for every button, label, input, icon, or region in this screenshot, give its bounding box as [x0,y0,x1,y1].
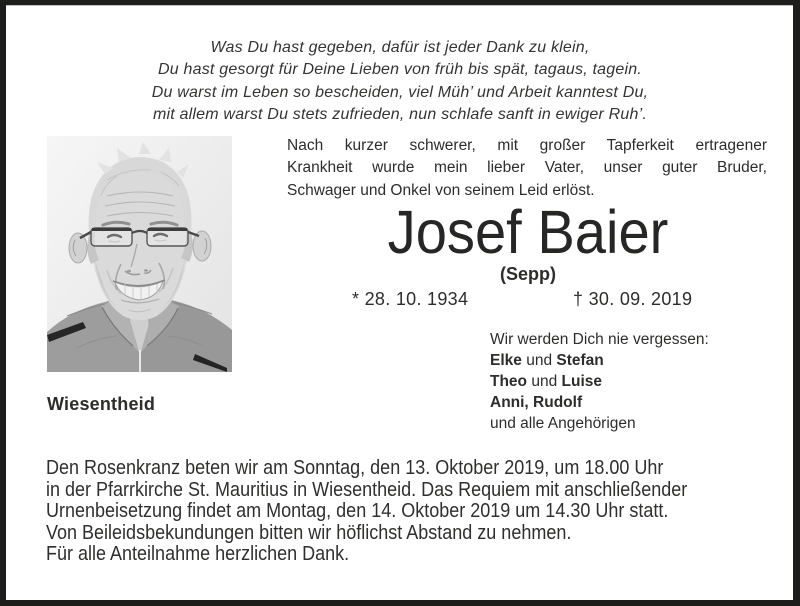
family-line [490,350,709,371]
farewell-closing: und alle Angehörigen [490,415,636,432]
verse-line: Du hast gesorgt für Deine Lieben von früh bis spät, tagaus, tagein. [158,61,642,79]
family-line [490,392,709,413]
announcement-line: Den Rosenkranz beten wir am Sonntag, den 13. Oktober 2019, um 18.00 Uhr [46,457,664,479]
death-date: † 30. 09. 2019 [573,289,693,309]
announcement-line: Für alle Anteilnahme herzlichen Dank. [46,543,350,566]
birth-date: * 28. 10. 1934 [352,289,469,309]
announcement-line: in der Pfarrkirche St. Mauritius in Wiesentheid. Das Requiem mit anschließender [46,478,688,501]
family-member-name: Luise [561,373,602,390]
announcement-line: Von Beileidsbekundungen bitten wir höflichst Abstand zu nehmen. [46,521,572,544]
family-farewell [490,329,709,434]
portrait-illustration [47,136,232,372]
family-member-name: Anni, Rudolf [490,394,583,411]
farewell-heading: Wir werden Dich nie vergessen: [490,331,709,348]
memorial-verse [0,37,800,126]
family-member-name: Stefan [556,352,604,369]
announcement-line: Urnenbeisetzung findet am Montag, den 14. Oktober 2019 um 14.30 Uhr statt. [46,500,669,523]
verse-line: Was Du hast gegeben, dafür ist jeder Dank zu klein, [210,39,590,56]
condolence-line: Nach kurzer schwerer, mit großer Tapferkeit ertragener [287,137,767,154]
family-member-name: Elke [490,352,522,369]
condolence-line: Krankheit wurde mein lieber Vater, unser guter Bruder, [287,159,767,177]
location-label: Wiesentheid [47,394,156,414]
portrait-photo [47,136,232,372]
verse-line: Du warst im Leben so bescheiden, viel Müh’ und Arbeit kanntest Du, [151,83,649,101]
family-line-connector: und [527,373,562,390]
left-ear [69,233,87,263]
deceased-nickname: (Sepp) [500,264,556,284]
family-line-connector: und [521,352,557,369]
deceased-name: Josef Baier [387,198,669,266]
family-member-name: Theo [490,373,528,390]
funeral-announcement [46,458,687,566]
condolence-text [287,135,767,202]
verse-line: mit allem warst Du stets zufrieden, nun schlafe sanft in ewiger Ruh’. [152,105,647,123]
family-line [490,371,709,392]
condolence-line: Schwager und Onkel von seinem Leid erlöst. [287,181,595,199]
